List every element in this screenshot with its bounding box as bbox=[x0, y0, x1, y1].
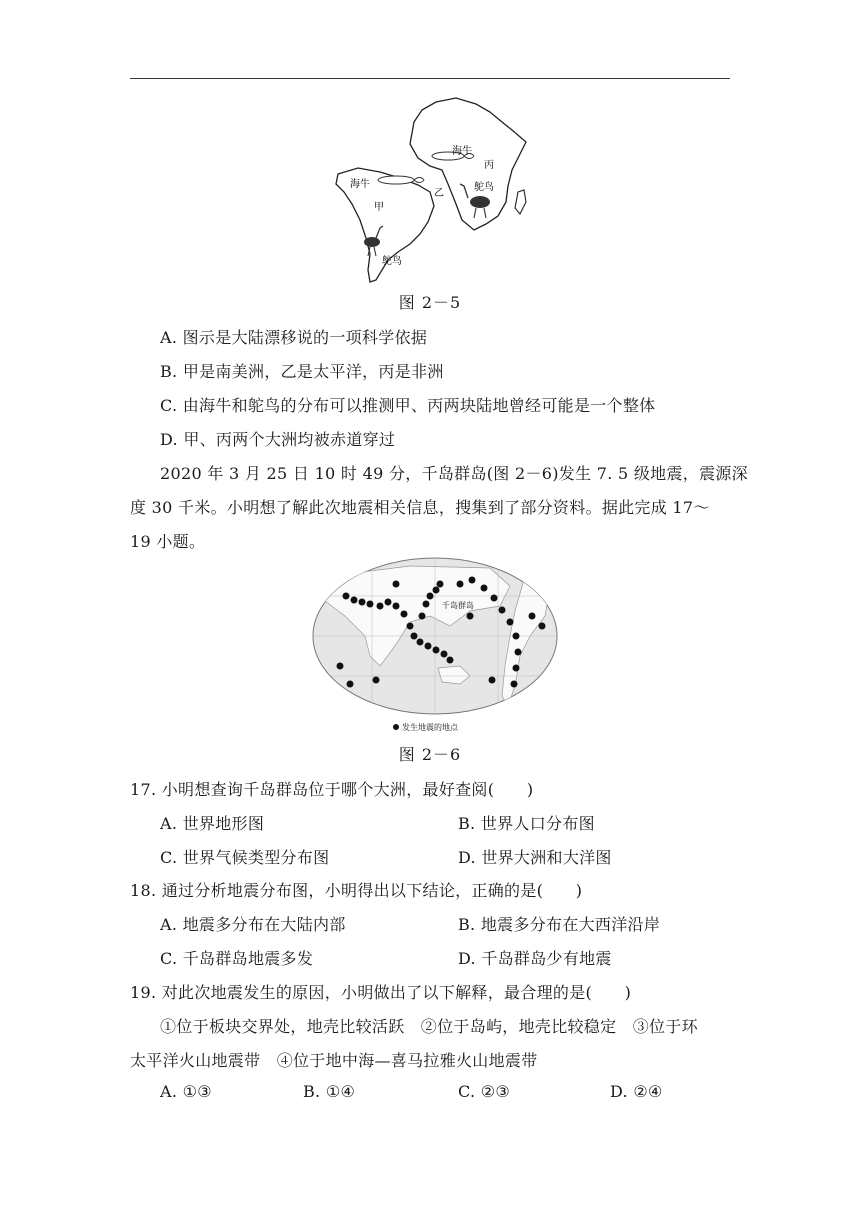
q18-option-a: A. 地震多分布在大陆内部 bbox=[160, 915, 346, 934]
madagascar-outline bbox=[515, 190, 526, 214]
figure-2-5-map bbox=[330, 92, 540, 287]
q19-stem: 19. 对此次地震发生的原因，小明做出了以下解释，最合理的是( ) bbox=[130, 983, 632, 1002]
label-bing: 丙 bbox=[484, 160, 494, 171]
q19-option-d: D. ②④ bbox=[610, 1082, 663, 1101]
q16-option-d: D. 甲、丙两个大洲均被赤道穿过 bbox=[160, 430, 396, 449]
q19-statement-line-1: ①位于板块交界处，地壳比较活跃 ②位于岛屿，地壳比较稳定 ③位于环 bbox=[160, 1017, 698, 1036]
passage-line-3: 19 小题。 bbox=[130, 532, 206, 551]
q17-option-a: A. 世界地形图 bbox=[160, 814, 265, 833]
label-ostrich-sa: 鸵鸟 bbox=[382, 256, 402, 267]
q18-option-b: B. 地震多分布在大西洋沿岸 bbox=[458, 915, 661, 934]
q18-option-d: D. 千岛群岛少有地震 bbox=[458, 949, 612, 968]
q19-option-a: A. ①③ bbox=[160, 1082, 212, 1101]
map-label-kuril: 千岛群岛 bbox=[442, 601, 474, 610]
figure-2-6-map bbox=[310, 556, 560, 736]
label-yi: 乙 bbox=[434, 188, 444, 199]
q17-option-d: D. 世界大洲和大洋图 bbox=[458, 848, 612, 867]
q18-option-c: C. 千岛群岛地震多发 bbox=[160, 949, 314, 968]
q16-option-a: A. 图示是大陆漂移说的一项科学依据 bbox=[160, 328, 428, 347]
q16-option-b: B. 甲是南美洲，乙是太平洋，丙是非洲 bbox=[160, 362, 444, 381]
label-manatee-africa: 海牛 bbox=[452, 146, 472, 157]
q17-stem: 17. 小明想查询千岛群岛位于哪个大洲，最好查阅( ) bbox=[130, 780, 534, 799]
q17-option-b: B. 世界人口分布图 bbox=[458, 814, 595, 833]
label-ostrich-africa: 鸵鸟 bbox=[474, 182, 494, 193]
passage-line-2: 度 30 千米。小明想了解此次地震相关信息，搜集到了部分资料。据此完成 17～ bbox=[130, 498, 710, 517]
q18-stem: 18. 通过分析地震分布图，小明得出以下结论，正确的是( ) bbox=[130, 881, 583, 900]
figure-2-5-caption: 图 2－5 bbox=[398, 293, 462, 312]
q16-option-c: C. 由海牛和鸵鸟的分布可以推测甲、丙两块陆地曾经可能是一个整体 bbox=[160, 396, 656, 415]
label-manatee-sa: 海牛 bbox=[350, 179, 370, 190]
label-jia: 甲 bbox=[374, 202, 384, 213]
figure-2-6-caption: 图 2－6 bbox=[398, 745, 462, 764]
passage-line-1: 2020 年 3 月 25 日 10 时 49 分，千岛群岛(图 2－6)发生 7. 5 级地震，震源深 bbox=[160, 464, 748, 483]
q19-option-c: C. ②③ bbox=[458, 1082, 511, 1101]
top-rule bbox=[130, 78, 730, 79]
q17-option-c: C. 世界气候类型分布图 bbox=[160, 848, 330, 867]
q19-option-b: B. ①④ bbox=[303, 1082, 356, 1101]
map-legend-text: 发生地震的地点 bbox=[402, 723, 458, 732]
q19-statement-line-2: 太平洋火山地震带 ④位于地中海—喜马拉雅火山地震带 bbox=[130, 1051, 538, 1070]
